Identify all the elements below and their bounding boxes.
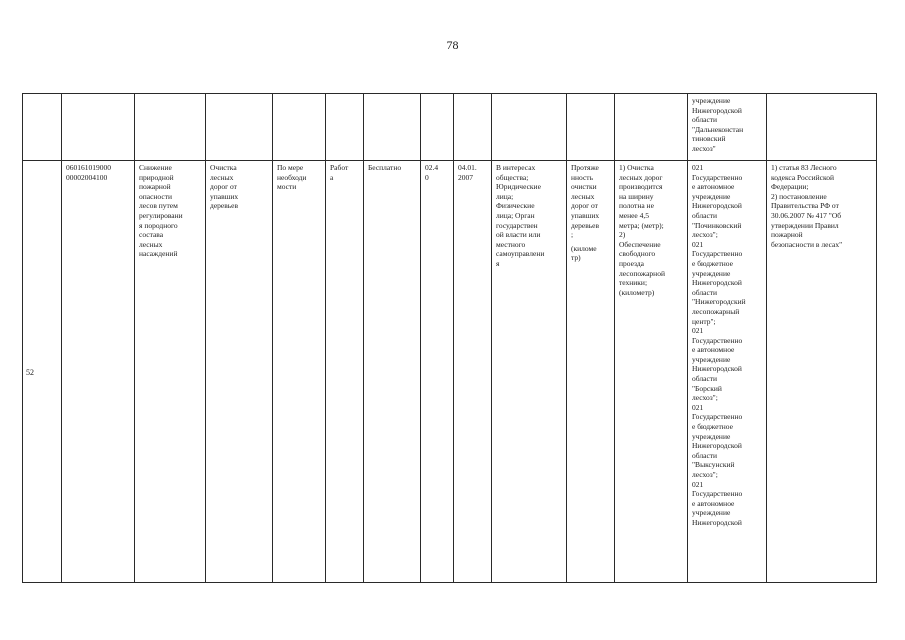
cell-registry-code [62,161,135,583]
institutions-list: 021 Государственно e автономное учреждение Нижегородской области "Починковский лесхоз"; 021 Государственно e бюджетное учреждение Нижегородской области "Нижегородский лесопожарный центр"; 021 Государственно e автономное учреждение Нижегородской области "Борский лесхоз"; 021 Государственно e бюджетное учреждение Нижегородской области "Выксунский лесхоз"; 021 Государственно e автономное учреждение Нижегородской [692,163,746,527]
cell-date [454,161,492,583]
cell-volume [567,161,615,583]
cell-empty [454,94,492,161]
quality-indicators: 1) Очистка лесных дорог производится на ширину полотна не менее 4,5 метра; (метр); 2) Обеспечение свободного проезда лесопожарной техники; (километр) [619,163,665,297]
owner-continuation-text: учреждение Нижегородской области "Дальнеконстан тиновский лесхоз" [692,96,744,153]
cell-owner-continuation [688,94,767,161]
work-content: Очистка лесных дорог от упавших деревьев [210,163,239,211]
payment-terms: Бесплатно [368,163,402,172]
cell-type [326,161,364,583]
cell-empty [364,94,421,161]
cell-empty [421,94,454,161]
cell-quality [615,161,688,583]
cell-empty [767,94,877,161]
cell-okved [421,161,454,583]
page-number: 78 [446,38,459,52]
volume-unit: (киломе тр) [571,243,597,263]
effective-date: 04.01. 2007 [458,163,477,182]
cell-legal-basis [767,161,877,583]
consumer-categories: В интересах общества; Юридические лица; Физические лица; Орган государствен ой власти или местного самоуправлени я [496,163,545,268]
cell-empty [326,94,364,161]
cell-empty [23,94,62,161]
cell-empty [206,94,273,161]
table-row-continuation [23,94,877,161]
cell-payment [364,161,421,583]
cell-row-index: 52 [23,161,62,583]
okved-code: 02.4 0 [425,163,439,182]
service-name: Снижение природной пожарной опасности лесов путем регулировани я породного состава лесных насаждений [139,163,183,259]
cell-periodicity [273,161,326,583]
cell-empty [492,94,567,161]
cell-empty [273,94,326,161]
cell-empty [615,94,688,161]
cell-empty [135,94,206,161]
cell-service-name [135,161,206,583]
cell-work-content [206,161,273,583]
volume-indicator: Протяже нность очистки лесных дорог от упавших деревьев ; [571,163,600,240]
service-type: Работ а [330,163,349,182]
cell-empty [62,94,135,161]
legal-basis: 1) статья 83 Лесного кодекса Российской Федерации; 2) постановление Правительства РФ от 30.06.2007 № 417 "Об утверждении Правил пожарной безопасности в лесах" [771,163,843,249]
cell-consumers [492,161,567,583]
registry-code: 060161019000 00002004100 [66,163,111,182]
cell-empty [567,94,615,161]
cell-institutions [688,161,767,583]
table-row-52 [23,161,877,583]
services-register-table [22,93,877,583]
periodicity: По мере необходи мости [277,163,307,192]
